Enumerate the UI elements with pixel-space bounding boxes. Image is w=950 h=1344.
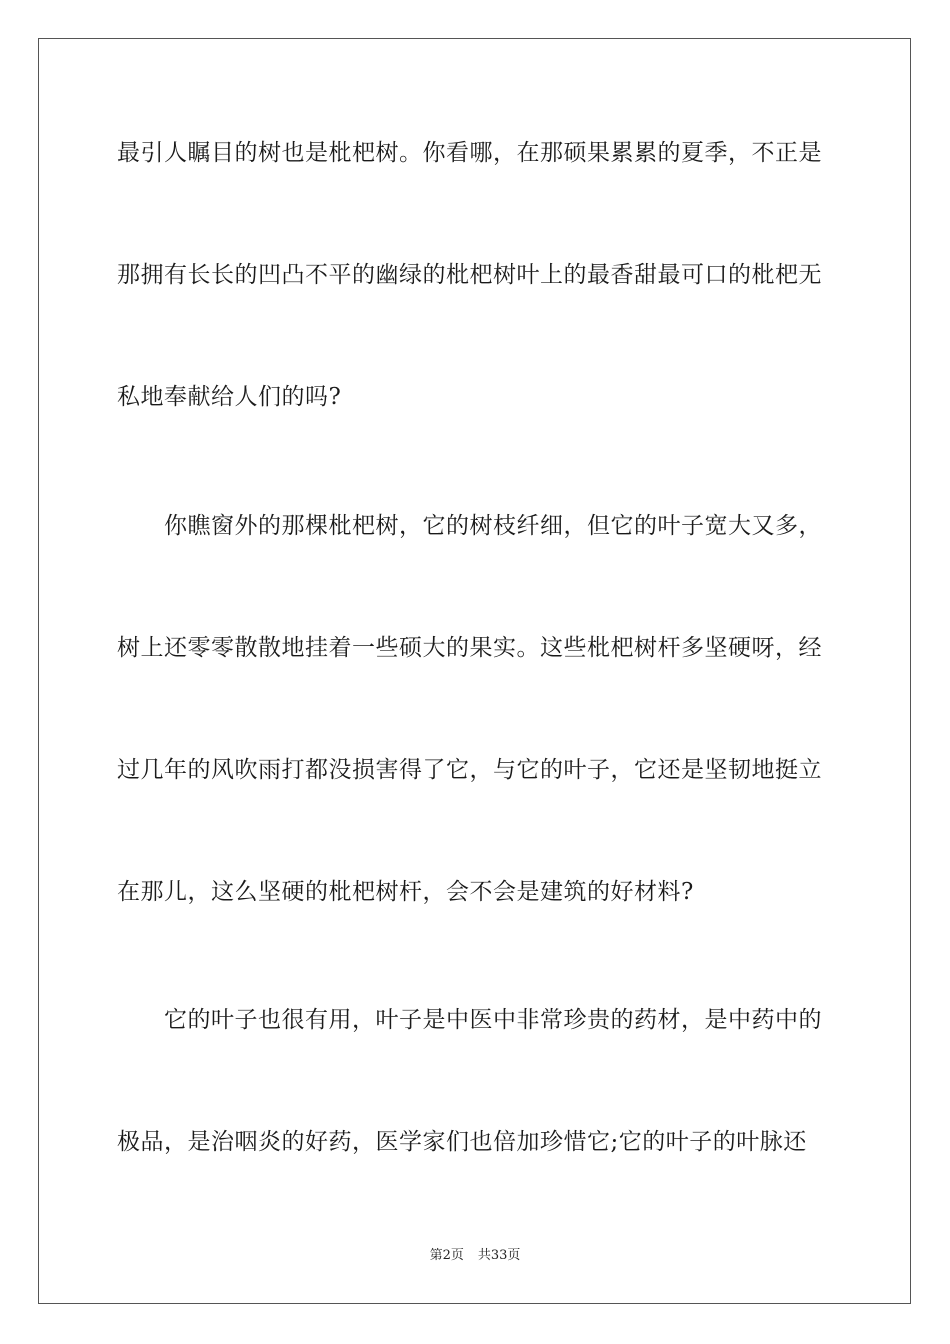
- page-total: 共33页: [477, 1248, 521, 1263]
- page-footer: [0, 1247, 950, 1265]
- paragraph-first-line: 它的叶子也很有用，叶子是中医中非常珍贵的药材，是中药中的: [164, 1007, 822, 1033]
- text-line: 过几年的风吹雨打都没损害得了它，与它的叶子，它还是坚韧地挺立: [117, 757, 822, 783]
- paragraph-first-line: 你瞧窗外的那棵枇杷树，它的树枝纤细，但它的叶子宽大又多，: [164, 513, 822, 539]
- text-line: 私地奉献给人们的吗?: [117, 384, 342, 410]
- page-number: 第2页: [429, 1248, 464, 1263]
- page-border: [38, 38, 911, 1304]
- text-line: 在那儿，这么坚硬的枇杷树杆，会不会是建筑的好材料?: [117, 879, 694, 905]
- text-line: 最引人瞩目的树也是枇杷树。你看哪，在那硕果累累的夏季，不正是: [117, 140, 822, 166]
- text-line: 那拥有长长的凹凸不平的幽绿的枇杷树叶上的最香甜最可口的枇杷无: [117, 262, 822, 288]
- text-line: 树上还零零散散地挂着一些硕大的果实。这些枇杷树杆多坚硬呀，经: [117, 635, 822, 661]
- text-line: 极品，是治咽炎的好药，医学家们也倍加珍惜它;它的叶子的叶脉还: [117, 1129, 807, 1155]
